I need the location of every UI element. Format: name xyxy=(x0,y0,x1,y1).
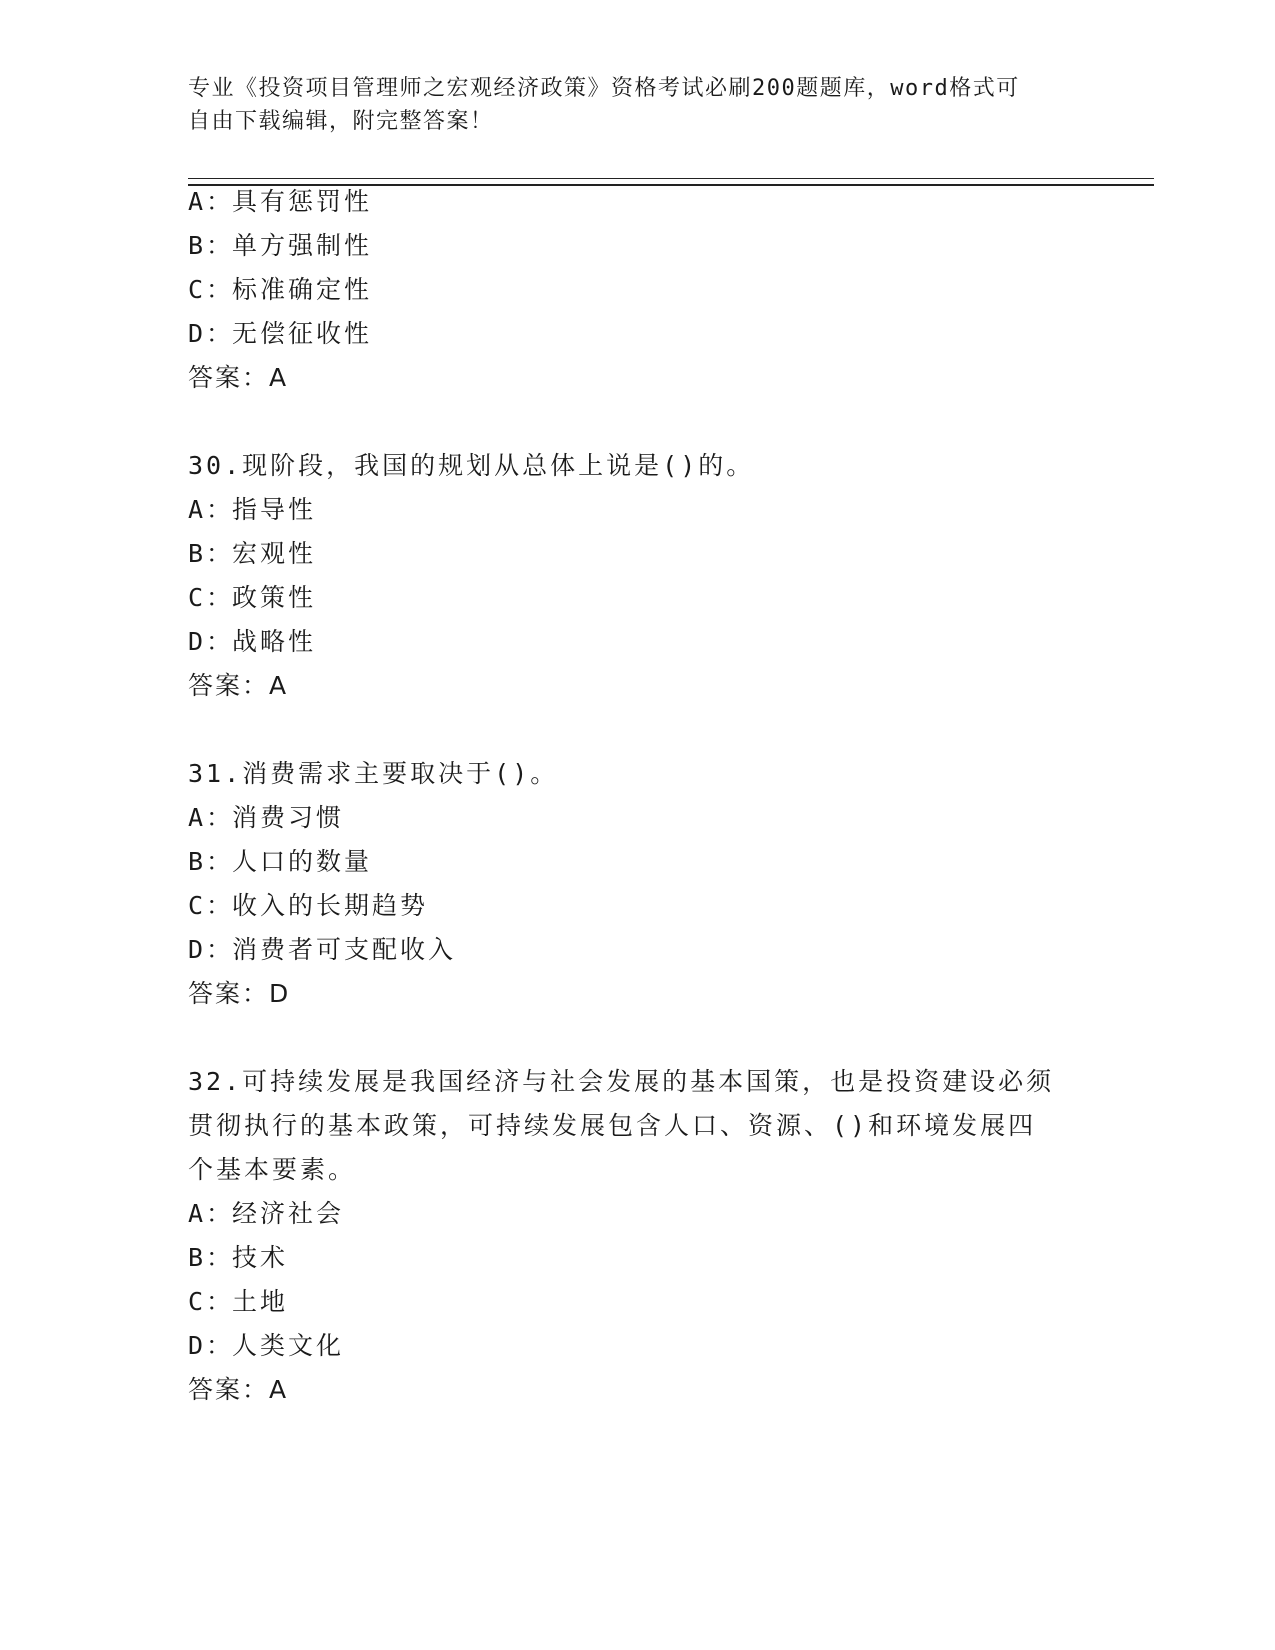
q32-question-line-3: 个基本要素。 xyxy=(188,1155,357,1184)
header-line-1: 专业《投资项目管理师之宏观经济政策》资格考试必刷200题题库，word格式可 xyxy=(188,76,1020,101)
option-label: D： xyxy=(188,319,235,348)
q29-option-a xyxy=(188,186,372,218)
option-text: 技术 xyxy=(232,1243,289,1272)
q32-question-line-1: 32.可持续发展是我国经济与社会发展的基本国策，也是投资建设必须 xyxy=(188,1067,1055,1096)
q31-question: 31.消费需求主要取决于()。 xyxy=(188,759,559,788)
header-divider xyxy=(188,178,1154,186)
q31-option-a xyxy=(188,802,344,834)
q32-option-b xyxy=(188,1242,288,1274)
option-label: B： xyxy=(188,539,235,568)
option-text: 土地 xyxy=(232,1287,289,1316)
q31-answer: 答案：D xyxy=(188,979,291,1008)
option-label: B： xyxy=(188,231,235,260)
option-text: 战略性 xyxy=(232,627,317,656)
q32-option-d xyxy=(188,1330,344,1362)
option-label: A： xyxy=(188,187,235,216)
q31-option-c xyxy=(188,890,428,922)
q29-option-b xyxy=(188,230,372,262)
option-label: C： xyxy=(188,583,235,612)
option-text: 标准确定性 xyxy=(232,275,373,304)
q30-option-a xyxy=(188,494,316,526)
option-text: 经济社会 xyxy=(232,1199,345,1228)
q31-option-b xyxy=(188,846,372,878)
option-label: D： xyxy=(188,1331,235,1360)
q30-option-b xyxy=(188,538,316,570)
header-line-2: 自由下载编辑，附完整答案！ xyxy=(188,109,494,134)
option-label: D： xyxy=(188,935,235,964)
q31-option-d xyxy=(188,934,456,966)
q32-question-line-2: 贯彻执行的基本政策，可持续发展包含人口、资源、()和环境发展四 xyxy=(188,1111,1037,1140)
option-text: 无偿征收性 xyxy=(232,319,373,348)
q30-option-d xyxy=(188,626,316,658)
q29-answer: 答案：A xyxy=(188,363,289,392)
option-label: B： xyxy=(188,847,235,876)
document-header xyxy=(188,72,1068,138)
option-label: C： xyxy=(188,275,235,304)
option-label: C： xyxy=(188,891,235,920)
q30-answer: 答案：A xyxy=(188,671,289,700)
option-text: 政策性 xyxy=(232,583,317,612)
option-label: B： xyxy=(188,1243,235,1272)
option-text: 收入的长期趋势 xyxy=(232,891,429,920)
option-text: 单方强制性 xyxy=(232,231,373,260)
option-label: A： xyxy=(188,803,235,832)
q30-question: 30.现阶段，我国的规划从总体上说是()的。 xyxy=(188,451,755,480)
option-text: 消费习惯 xyxy=(232,803,345,832)
option-label: A： xyxy=(188,495,235,524)
option-text: 指导性 xyxy=(232,495,317,524)
q29-option-c xyxy=(188,274,372,306)
option-text: 人类文化 xyxy=(232,1331,345,1360)
option-text: 宏观性 xyxy=(232,539,317,568)
option-text: 具有惩罚性 xyxy=(232,187,373,216)
option-label: C： xyxy=(188,1287,235,1316)
q32-option-c xyxy=(188,1286,288,1318)
option-text: 消费者可支配收入 xyxy=(232,935,457,964)
option-label: A： xyxy=(188,1199,235,1228)
q30-option-c xyxy=(188,582,316,614)
option-text: 人口的数量 xyxy=(232,847,373,876)
q32-option-a xyxy=(188,1198,344,1230)
q29-option-d xyxy=(188,318,372,350)
q32-answer: 答案：A xyxy=(188,1375,289,1404)
option-label: D： xyxy=(188,627,235,656)
